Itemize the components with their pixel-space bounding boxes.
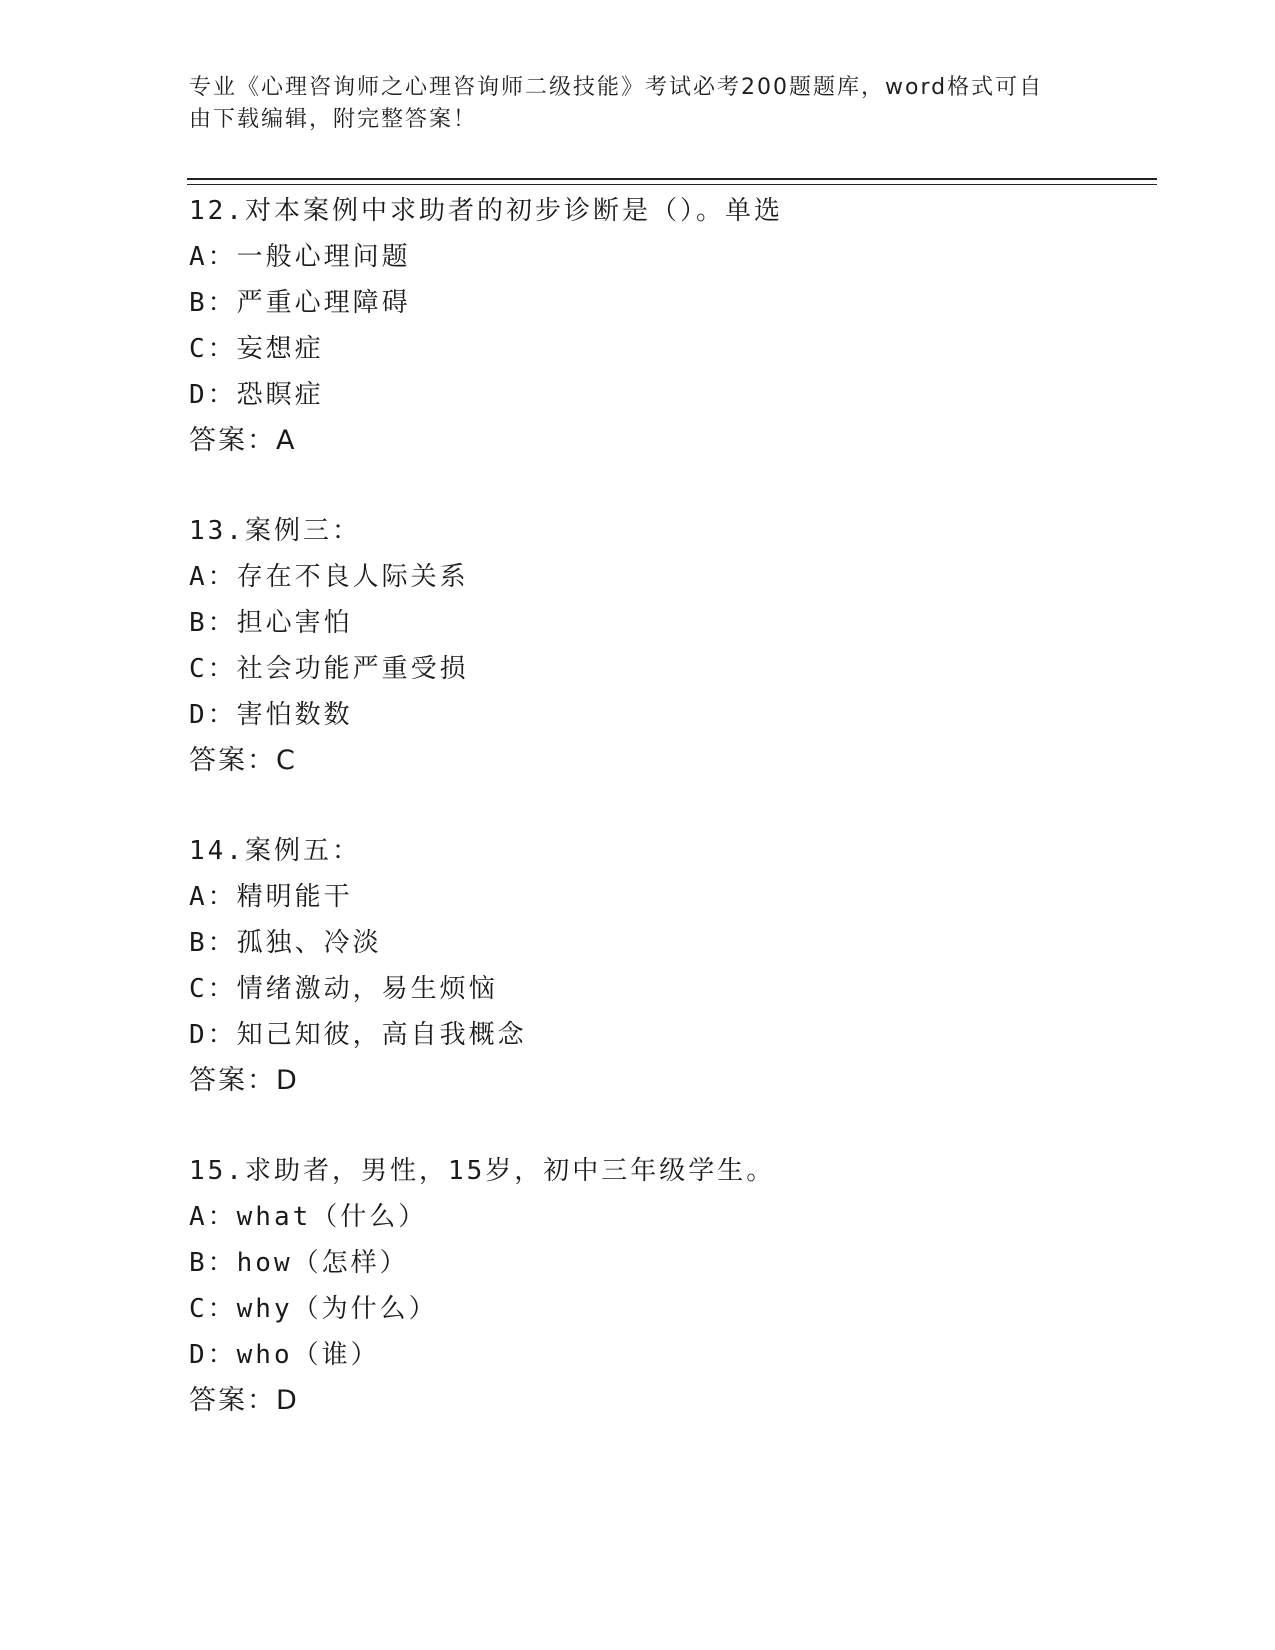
option-c: C：社会功能严重受损 [189,654,469,684]
option-c: C：情绪激动，易生烦恼 [189,974,498,1004]
option-c: C：妄想症 [189,334,324,364]
option-b: B：how（怎样） [189,1248,409,1278]
option-a: A：what（什么） [189,1202,428,1232]
option-a: A：存在不良人际关系 [189,562,469,592]
option-c: C：why（为什么） [189,1294,438,1324]
question-stem: 13.案例三： [189,516,361,546]
answer-line: 答案：D [189,1065,299,1096]
option-a: A：一般心理问题 [189,242,411,272]
option-d: D：害怕数数 [189,700,353,730]
option-a: A：精明能干 [189,882,353,912]
answer-line: 答案：A [189,425,297,456]
option-b: B：严重心理障碍 [189,288,411,318]
header-line-2: 由下载编辑，附完整答案！ [189,107,478,132]
option-b: B：担心害怕 [189,608,353,638]
header-divider-thick [187,178,1157,180]
answer-line: 答案：C [189,745,297,776]
option-b: B：孤独、冷淡 [189,928,382,958]
option-d: D：who（谁） [189,1340,380,1370]
question-block-13 [189,508,1149,784]
header-divider-thin [187,184,1157,185]
question-block-14 [189,828,1149,1104]
header-line-1: 专业《心理咨询师之心理咨询师二级技能》考试必考200题题库，word格式可自 [189,75,1044,100]
answer-line: 答案：D [189,1385,299,1416]
question-stem: 12.对本案例中求助者的初步诊断是（）。单选 [189,196,783,226]
option-d: D：恐瞑症 [189,380,324,410]
option-d: D：知己知彼，高自我概念 [189,1020,527,1050]
question-block-15 [189,1148,1149,1424]
question-block-12 [189,188,1149,464]
question-stem: 14.案例五： [189,836,361,866]
question-stem: 15.求助者，男性，15岁，初中三年级学生。 [189,1156,776,1186]
document-header [189,72,1069,136]
